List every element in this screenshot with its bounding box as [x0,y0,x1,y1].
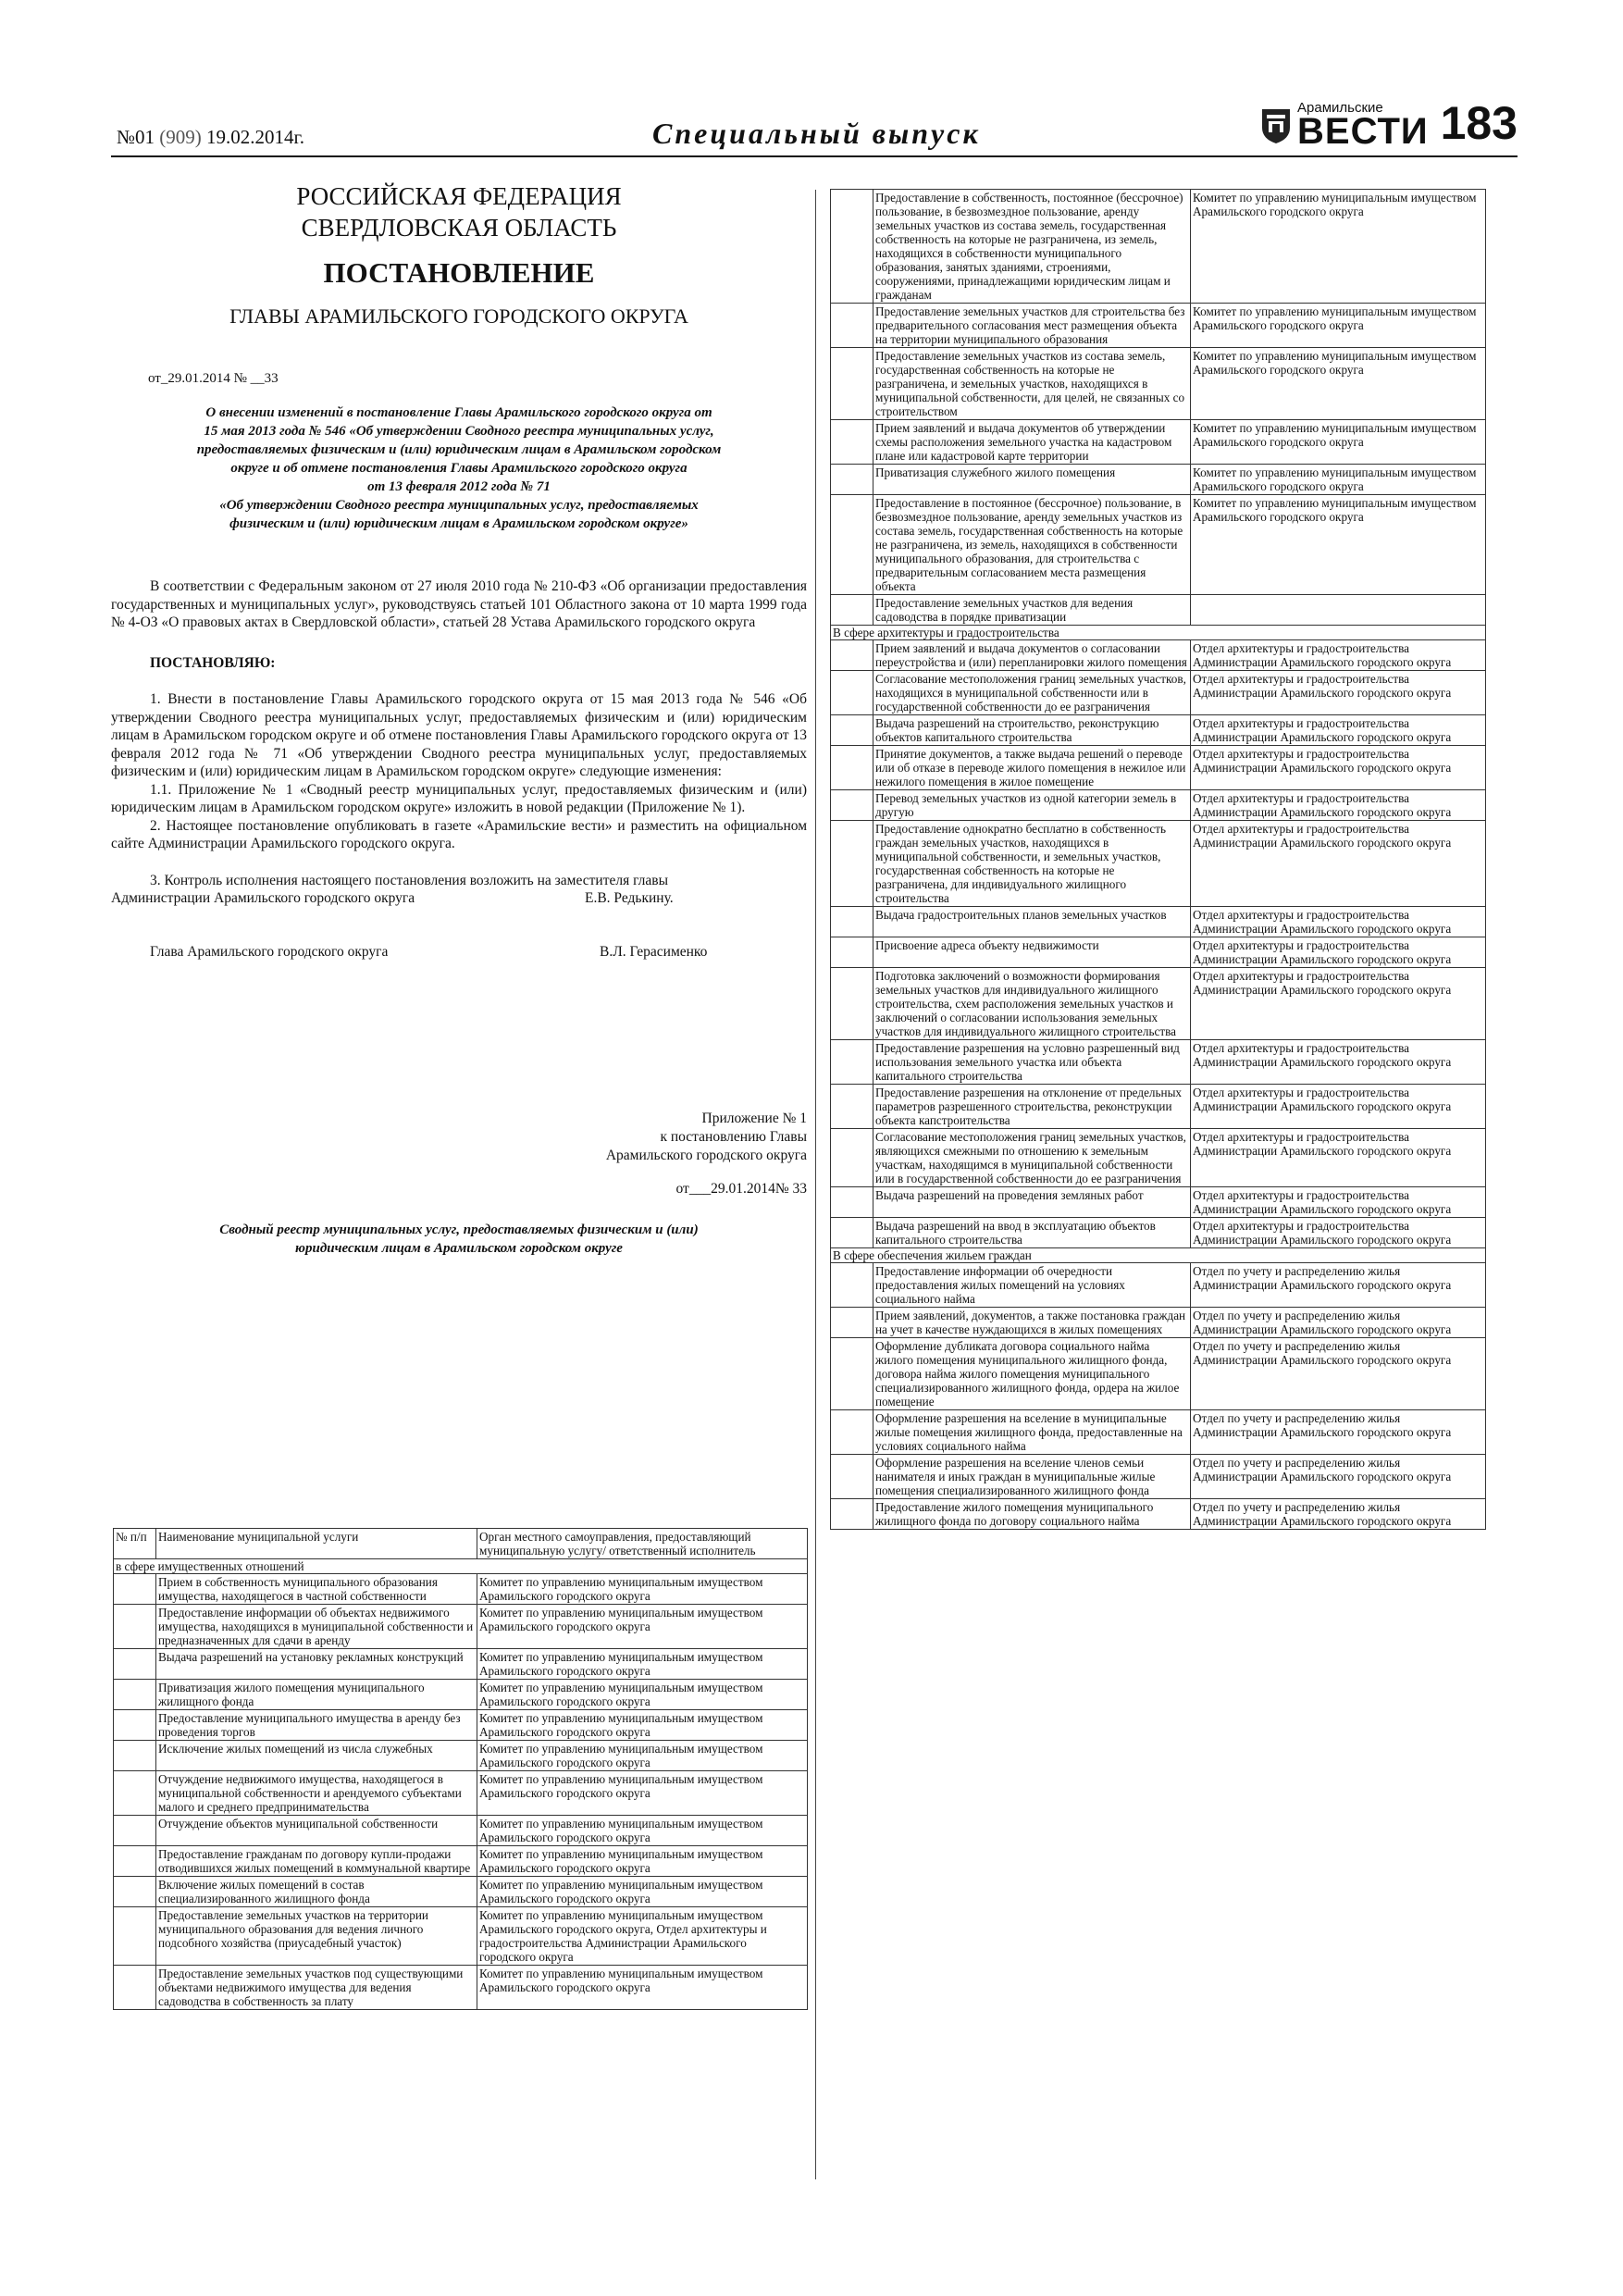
row-number-cell [831,1129,873,1187]
appendix-line: Приложение № 1 [701,1110,807,1126]
paragraph-3: 3. Контроль исполнения настоящего постановления возложить на заместителя главы [150,872,668,888]
service-name-cell: Выдача разрешений на ввод в эксплуатацию объектов капитального строительства [873,1218,1191,1248]
service-name-cell: Предоставление однократно бесплатно в собственность граждан земельных участков, находящихся в муниципальной собственности, и земельных участков, государственная собственность на которые не разграничена, для индивидуального жилищного строительства [873,821,1191,907]
subject-line: от 13 февраля 2012 года № 71 [367,479,551,494]
organ-cell: Отдел по учету и распределению жилья Администрации Арамильского городского округа [1191,1338,1486,1410]
row-number-cell [831,1085,873,1129]
section-title: в сфере имущественных отношений [114,1559,808,1574]
table-row [114,1966,808,2010]
service-name-cell: Отчуждение недвижимого имущества, находящегося в муниципальной собственности и арендуемого субъектами малого и среднего предпринимательства [156,1771,477,1816]
service-name-cell: Предоставление информации об объектах недвижимого имущества, находящихся в муниципальной собственности и предназначенных для сдачи в аренду [156,1605,477,1649]
table-row [831,348,1486,420]
signature-line [111,943,807,962]
table-row [114,1710,808,1741]
service-name-cell: Предоставление гражданам по договору купли-продажи отводившихся жилых помещений в коммунальной квартире [156,1846,477,1877]
organ-cell: Отдел архитектуры и градостроительства Администрации Арамильского городского округа [1191,1085,1486,1129]
organ-cell: Отдел по учету и распределению жилья Администрации Арамильского городского округа [1191,1410,1486,1455]
organ-cell: Комитет по управлению муниципальным имуществом Арамильского городского округа [477,1771,808,1816]
appendix-block [111,1110,807,1198]
service-name-cell: Предоставление в собственность, постоянное (бессрочное) пользование, в безвозмездное пользование, аренду земельных участков из состава земель, государственная собственность на которые не разграничена, из земель, находящихся в собственности муниципального образования, занятых зданиями, строениями, сооружениями, принадлежащими юридическим лицам и гражданам [873,190,1191,304]
table-row [831,790,1486,821]
service-name-cell: Подготовка заключений о возможности формирования земельных участков для индивидуального жилищного строительства, схем расположения земельных участков и заключений о согласовании использования земельных участков для индивидуального жилищного строительства [873,968,1191,1040]
special-edition-label: Специальный выпуск [652,117,981,150]
organ-cell: Отдел по учету и распределению жилья Администрации Арамильского городского округа [1191,1499,1486,1530]
organ-cell: Комитет по управлению муниципальным имуществом Арамильского городского округа [477,1710,808,1741]
row-number-cell [114,1771,156,1816]
organ-cell: Отдел архитектуры и градостроительства Администрации Арамильского городского округа [1191,1040,1486,1085]
service-name-cell: Перевод земельных участков из одной категории земель в другую [873,790,1191,821]
table-row [831,304,1486,348]
row-number-cell [114,1710,156,1741]
subject-line: физическим и (или) юридическим лицам в Арамильском городском округе» [229,516,688,531]
row-number-cell [114,1966,156,2010]
row-number-cell [831,1218,873,1248]
service-name-cell: Прием заявлений, документов, а также постановка граждан на учет в качестве нуждающихся в жилых помещениях [873,1308,1191,1338]
service-name-cell: Предоставление земельных участков для строительства без предварительного согласования мест размещения объекта на территории муниципального образования [873,304,1191,348]
organ-cell: Комитет по управлению муниципальным имуществом Арамильского городского округа [477,1816,808,1846]
service-name-cell: Прием заявлений и выдача документов об утверждении схемы расположения земельного участка на кадастровом плане или кадастровой карте территории [873,420,1191,465]
organ-cell: Комитет по управлению муниципальным имуществом Арамильского городского округа [477,1605,808,1649]
table-row [831,465,1486,495]
registry-table-left [113,1528,808,2010]
table-row [831,190,1486,304]
table-row [114,1846,808,1877]
table-header-row [114,1529,808,1559]
doc-region: СВЕРДЛОВСКАЯ ОБЛАСТЬ [301,214,617,242]
issue-date: 19.02.2014г. [206,126,305,148]
table-row [831,420,1486,465]
organ-cell: Отдел архитектуры и градостроительства Администрации Арамильского городского округа [1191,937,1486,968]
table-row [831,907,1486,937]
doc-dateline: от_29.01.2014 № __33 [148,371,279,386]
row-number-cell [831,821,873,907]
service-name-cell: Предоставление земельных участков из состава земель, государственная собственность на которые не разграничена, и земельных участков, находящихся в муниципальной собственности, для целей, не связанных со строительством [873,348,1191,420]
table-row [114,1741,808,1771]
service-name-cell: Выдача градостроительных планов земельных участков [873,907,1191,937]
organ-cell: Комитет по управлению муниципальным имуществом Арамильского городского округа [477,1741,808,1771]
organ-cell: Комитет по управлению муниципальным имуществом Арамильского городского округа [477,1574,808,1605]
table-row [831,640,1486,671]
service-name-cell: Оформление разрешения на вселение в муниципальные жилые помещения жилищного фонда, предоставленные на условиях социального найма [873,1410,1191,1455]
service-name-cell: Прием заявлений и выдача документов о согласовании переустройства и (или) перепланировки жилого помещения [873,640,1191,671]
row-number-cell [831,495,873,595]
table-row [831,937,1486,968]
row-number-cell [831,595,873,626]
table-row [831,595,1486,626]
organ-cell: Комитет по управлению муниципальным имуществом Арамильского городского округа [1191,465,1486,495]
table-row [831,671,1486,715]
table-row [831,1085,1486,1129]
table-body [831,190,1486,1530]
table-row [831,495,1486,595]
row-number-cell [831,746,873,790]
logo-small-text: Арамильские [1297,100,1383,116]
organ-cell: Комитет по управлению муниципальным имуществом Арамильского городского округа [1191,495,1486,595]
header-rule [111,155,1518,157]
service-name-cell: Предоставление информации об очередности предоставления жилых помещений на условиях социального найма [873,1263,1191,1308]
organ-cell: Комитет по управлению муниципальным имуществом Арамильского городского округа [477,1877,808,1907]
issue-total: (909) [159,126,202,148]
appendix-line: к постановлению Главы [660,1128,807,1145]
organ-cell: Отдел архитектуры и градостроительства Администрации Арамильского городского округа [1191,715,1486,746]
header-organ: Орган местного самоуправления, предоставляющий муниципальную услугу/ ответственный исполнитель [477,1529,808,1559]
row-number-cell [831,465,873,495]
table-row [114,1771,808,1816]
row-number-cell [831,190,873,304]
row-number-cell [831,640,873,671]
organ-cell: Комитет по управлению муниципальным имуществом Арамильского городского округа [477,1680,808,1710]
row-number-cell [831,968,873,1040]
paragraph-3-cont [111,889,807,908]
table-row [114,1605,808,1649]
row-number-cell [114,1877,156,1907]
table-body [114,1559,808,2010]
service-name-cell: Включение жилых помещений в состав специализированного жилищного фонда [156,1877,477,1907]
service-name-cell: Отчуждение объектов муниципальной собственности [156,1816,477,1846]
row-number-cell [114,1574,156,1605]
issue-info [117,126,304,149]
service-name-cell: Оформление дубликата договора социального найма жилого помещения муниципального жилищного фонда, договора найма жилого помещения муниципального специализированного жилищного фонда, ордера на жилое помещение [873,1338,1191,1410]
row-number-cell [831,1308,873,1338]
registry-title-line: Сводный реестр муниципальных услуг, предоставляемых физическим и (или) [219,1222,699,1237]
subject-line: «Об утверждении Сводного реестра муниципальных услуг, предоставляемых [219,498,699,513]
appendix-line: от___29.01.2014№ 33 [675,1180,807,1197]
organ-cell: Отдел архитектуры и градостроительства Администрации Арамильского городского округа [1191,1187,1486,1218]
table-row [831,1263,1486,1308]
table-row [831,1338,1486,1410]
paragraph-1-1: 1.1. Приложение № 1 «Сводный реестр муниципальных услуг, предоставляемых физическим и (или) юридическим лицам в Арамильском городском округе» изложить в новой редакции (Приложение № 1). [111,781,807,815]
appendix-line: Арамильского городского округа [605,1147,807,1163]
row-number-cell [114,1741,156,1771]
registry-table-right [830,189,1486,1530]
paragraph-3-person: Е.В. Редькину. [585,890,674,906]
decree-word: ПОСТАНОВЛЯЮ: [150,654,276,671]
row-number-cell [114,1846,156,1877]
table-row [831,1308,1486,1338]
subject-line: предоставляемых физическим и (или) юридическим лицам в Арамильском городском [196,442,722,457]
table-row [831,1410,1486,1455]
table-row [831,1129,1486,1187]
row-number-cell [831,1338,873,1410]
subject-line: О внесении изменений в постановление Главы Арамильского городского округа от [205,405,712,420]
table-row [114,1877,808,1907]
table-row [831,1040,1486,1085]
registry-title [111,1221,807,1258]
section-title: В сфере обеспечения жильем граждан [831,1248,1486,1263]
organ-cell: Комитет по управлению муниципальным имуществом Арамильского городского округа [477,1966,808,2010]
paragraph-1: 1. Внести в постановление Главы Арамильского городского округа от 15 мая 2013 года № 546 «Об утверждении Сводного реестра муниципальных услуг, предоставляемых физическим и (или) юридическим лицам в Арамильском городском округе и об отмене постановления Главы Арамильского городского округа от 13 февраля 2012 года № 71 «Об утверждении Сводного реестра муниципальных услуг, предоставляемых физическим и (или) юридическим лицам в Арамильском городском округе» следующие изменения: [111,691,807,779]
organ-cell: Комитет по управлению муниципальным имуществом Арамильского городского округа [1191,348,1486,420]
organ-cell [1191,595,1486,626]
row-number-cell [831,715,873,746]
table-row [831,1499,1486,1530]
signature-title: Глава Арамильского городского округа [150,943,389,960]
row-number-cell [114,1649,156,1680]
preamble: В соответствии с Федеральным законом от 27 июля 2010 года № 210-ФЗ «Об организации предоставления государственных и муниципальных услуг», руководствуясь статьей 101 Областного закона от 10 марта 1999 года № 4-ОЗ «О правовых актах в Свердловской области», статьей 28 Устава Арамильского городского округа [111,578,807,630]
organ-cell: Отдел архитектуры и градостроительства Администрации Арамильского городского округа [1191,1129,1486,1187]
table-row [831,1455,1486,1499]
table-row [831,1187,1486,1218]
left-column [111,180,807,1258]
service-name-cell: Согласование местоположения границ земельных участков, являющихся смежными по отношению к земельным участкам, находящимся в муниципальной собственности или в государственной собственности до ее разграничения [873,1129,1191,1187]
column-divider [815,190,816,2179]
organ-cell: Отдел архитектуры и градостроительства Администрации Арамильского городского округа [1191,671,1486,715]
row-number-cell [831,671,873,715]
row-number-cell [831,1410,873,1455]
subject-line: 15 мая 2013 года № 546 «Об утверждении Сводного реестра муниципальных услуг, [204,424,714,439]
service-name-cell: Выдача разрешений на строительство, реконструкцию объектов капитального строительства [873,715,1191,746]
paragraph-2: 2. Настоящее постановление опубликовать в газете «Арамильские вести» и разместить на официальном сайте Администрации Арамильского городского округа. [111,817,807,851]
table-row [114,1649,808,1680]
organ-cell: Комитет по управлению муниципальным имуществом Арамильского городского округа [477,1846,808,1877]
logo-big-text: ВЕСТИ [1297,111,1429,152]
organ-cell: Отдел по учету и распределению жилья Администрации Арамильского городского округа [1191,1455,1486,1499]
table-row [831,1218,1486,1248]
service-name-cell: Прием в собственность муниципального образования имущества, находящегося в частной собственности [156,1574,477,1605]
organ-cell: Отдел архитектуры и градостроительства Администрации Арамильского городского округа [1191,968,1486,1040]
service-name-cell: Предоставление земельных участков под существующими объектами недвижимого имущества для ведения садоводства в собственность за плату [156,1966,477,2010]
service-name-cell: Исключение жилых помещений из числа служебных [156,1741,477,1771]
service-name-cell: Предоставление жилого помещения муниципального жилищного фонда по договору социального найма [873,1499,1191,1530]
row-number-cell [831,1040,873,1085]
organ-cell: Отдел по учету и распределению жилья Администрации Арамильского городского округа [1191,1263,1486,1308]
doc-issuer: ГЛАВЫ АРАМИЛЬСКОГО ГОРОДСКОГО ОКРУГА [229,304,688,328]
service-name-cell: Оформление разрешения на вселение членов семьи нанимателя и иных граждан в муниципальные жилые помещения специализированного жилищного фонда [873,1455,1191,1499]
row-number-cell [831,1499,873,1530]
row-number-cell [831,1455,873,1499]
row-number-cell [114,1605,156,1649]
table-row [831,821,1486,907]
table-row [114,1680,808,1710]
organ-cell: Комитет по управлению муниципальным имуществом Арамильского городского округа [1191,304,1486,348]
organ-cell: Отдел по учету и распределению жилья Администрации Арамильского городского округа [1191,1308,1486,1338]
service-name-cell: Согласование местоположения границ земельных участков, находящихся в муниципальной собственности или в государственной собственности до ее разграничения [873,671,1191,715]
service-name-cell: Предоставление разрешения на отклонение от предельных параметров разрешенного строительства, реконструкции объекта капстроительства [873,1085,1191,1129]
row-number-cell [831,348,873,420]
organ-cell: Отдел архитектуры и градостроительства Администрации Арамильского городского округа [1191,1218,1486,1248]
header-number: № п/п [114,1529,156,1559]
organ-cell: Отдел архитектуры и градостроительства Администрации Арамильского городского округа [1191,746,1486,790]
table-row [114,1907,808,1966]
section-row [831,1248,1486,1263]
row-number-cell [831,907,873,937]
row-number-cell [831,790,873,821]
paragraph-3-org: Администрации Арамильского городского округа [111,890,415,906]
section-row [114,1559,808,1574]
row-number-cell [831,1187,873,1218]
service-name-cell: Предоставление земельных участков на территории муниципального образования для ведения личного подсобного хозяйства (приусадебный участок) [156,1907,477,1966]
row-number-cell [831,304,873,348]
service-name-cell: Выдача разрешений на проведения земляных работ [873,1187,1191,1218]
table-row [831,746,1486,790]
issue-number: №01 [117,126,155,148]
table-row [831,968,1486,1040]
table-row [831,715,1486,746]
service-name-cell: Предоставление земельных участков для ведения садоводства в порядке приватизации [873,595,1191,626]
table-row [114,1816,808,1846]
row-number-cell [831,1263,873,1308]
page-header [111,97,1518,155]
row-number-cell [831,420,873,465]
service-name-cell: Предоставление в постоянное (бессрочное) пользование, в безвозмездное пользование, аренду земельных участков из состава земель, государственная собственность на которые не разграничена, из земель, находящихся в собственности муниципального образования, для строительства с предварительным согласованием места размещения объекта [873,495,1191,595]
organ-cell: Отдел архитектуры и градостроительства Администрации Арамильского городского округа [1191,821,1486,907]
organ-cell: Отдел архитектуры и градостроительства Администрации Арамильского городского округа [1191,640,1486,671]
doc-type: ПОСТАНОВЛЕНИЕ [323,256,595,289]
service-name-cell: Принятие документов, а также выдача решений о переводе или об отказе в переводе жилого помещения в нежилое или нежилого помещения в жилое помещение [873,746,1191,790]
organ-cell: Комитет по управлению муниципальным имуществом Арамильского городского округа, Отдел архитектуры и градостроительства Администрации Арамильского городского округа [477,1907,808,1966]
row-number-cell [114,1907,156,1966]
doc-country: РОССИЙСКАЯ ФЕДЕРАЦИЯ [296,182,622,210]
service-name-cell: Приватизация жилого помещения муниципального жилищного фонда [156,1680,477,1710]
service-name-cell: Предоставление муниципального имущества в аренду без проведения торгов [156,1710,477,1741]
section-row [831,626,1486,640]
row-number-cell [114,1680,156,1710]
header-service: Наименование муниципальной услуги [156,1529,477,1559]
registry-title-line: юридическим лицам в Арамильском городском округе [295,1240,623,1256]
organ-cell: Отдел архитектуры и градостроительства Администрации Арамильского городского округа [1191,790,1486,821]
section-title: В сфере архитектуры и градостроительства [831,626,1486,640]
signature-name: В.Л. Герасименко [600,943,708,960]
organ-cell: Комитет по управлению муниципальным имуществом Арамильского городского округа [1191,190,1486,304]
service-name-cell: Приватизация служебного жилого помещения [873,465,1191,495]
table-row [114,1574,808,1605]
service-name-cell: Присвоение адреса объекту недвижимости [873,937,1191,968]
row-number-cell [114,1816,156,1846]
organ-cell: Комитет по управлению муниципальным имуществом Арамильского городского округа [477,1649,808,1680]
service-name-cell: Выдача разрешений на установку рекламных конструкций [156,1649,477,1680]
row-number-cell [831,937,873,968]
service-name-cell: Предоставление разрешения на условно разрешенный вид использования земельного участка или объекта капитального строительства [873,1040,1191,1085]
organ-cell: Отдел архитектуры и градостроительства Администрации Арамильского городского округа [1191,907,1486,937]
coat-of-arms-icon [1260,105,1292,144]
organ-cell: Комитет по управлению муниципальным имуществом Арамильского городского округа [1191,420,1486,465]
page-number: 183 [1440,97,1518,149]
subject-line: округе и об отмене постановления Главы Арамильского городского округа [230,461,688,476]
doc-subject [111,403,807,533]
